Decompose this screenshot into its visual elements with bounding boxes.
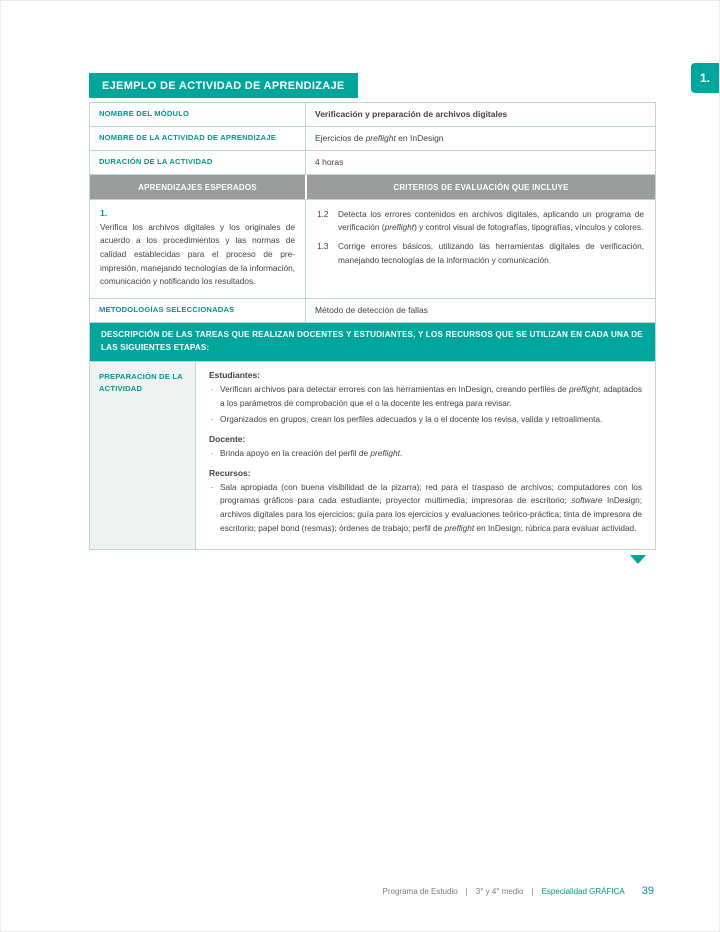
footer-separator: | xyxy=(465,887,468,896)
criteria-item xyxy=(317,208,644,235)
expected-learning-cell xyxy=(90,200,305,298)
criteria-number: 1.3 xyxy=(317,241,329,252)
continuation-triangle-icon xyxy=(630,555,646,564)
evaluation-criteria-header: CRITERIOS DE EVALUACIÓN QUE INCLUYE xyxy=(305,175,655,199)
criteria-item xyxy=(317,240,644,267)
expected-learning-text: Verifica los archivos digitales y los originales de acuerdo a los procedimientos y las normas de calidad establecidas para el proceso de pre-impresión, manejando tecnologías de la información, comunicación y notificando los resultados. xyxy=(100,221,295,287)
unit-badge-label: 1. xyxy=(699,71,710,85)
activity-name-value: Ejercicios de preflight en InDesign xyxy=(305,127,655,150)
duration-label: DURACIÓN DE LA ACTIVIDAD xyxy=(99,156,213,166)
preparation-row xyxy=(90,361,655,550)
bullet-marker: · xyxy=(210,447,214,458)
preparation-content xyxy=(195,362,655,550)
footer-specialty: Especialidad GRÁFICA xyxy=(541,887,625,896)
page-title: EJEMPLO DE ACTIVIDAD DE APRENDIZAJE xyxy=(102,80,345,92)
module-value: Verificación y preparación de archivos digitales xyxy=(305,103,655,126)
expected-learning-header: APRENDIZAJES ESPERADOS xyxy=(90,175,305,199)
unit-badge xyxy=(691,63,719,93)
tasks-description-bar: DESCRIPCIÓN DE LAS TAREAS QUE REALIZAN DOCENTES Y ESTUDIANTES, Y LOS RECURSOS QUE SE UTILIZAN EN CADA UNA DE LAS SIGUIENTES ETAPAS: xyxy=(90,322,655,361)
criteria-number: 1.2 xyxy=(317,208,329,219)
footer-program: Programa de Estudio xyxy=(382,887,458,896)
methodology-value: Método de detección de fallas xyxy=(305,299,655,322)
list-item-text: Brinda apoyo en la creación del perfil de preflight. xyxy=(220,447,403,458)
list-item xyxy=(209,413,642,427)
module-label: NOMBRE DEL MÓDULO xyxy=(99,109,190,118)
activity-table xyxy=(89,102,656,550)
teacher-heading: Docente: xyxy=(209,433,246,444)
bullet-marker: · xyxy=(210,481,214,492)
page-footer xyxy=(383,885,654,897)
criteria-text: Detecta los errores contenidos en archivos digitales, aplicando un programa de verificación (preflight) y control visual de fotografías, tipografías, vínculos y colores. xyxy=(338,208,644,233)
evaluation-criteria-cell xyxy=(305,200,655,298)
students-heading: Estudiantes: xyxy=(209,369,261,380)
list-item-text: Organizados en grupos, crean los perfiles adecuados y la o el docente los revisa, valida y retroalimenta. xyxy=(220,414,603,425)
table-row-module xyxy=(90,103,655,126)
table-row-methodology xyxy=(90,298,655,322)
page-content xyxy=(89,73,656,564)
bullet-marker: · xyxy=(210,383,214,394)
expected-learning-number: 1. xyxy=(100,207,108,218)
table-header-row xyxy=(90,174,655,199)
table-row-activity-name xyxy=(90,126,655,150)
preparation-label: PREPARACIÓN DE LA ACTIVIDAD xyxy=(90,362,195,550)
table-body-row xyxy=(90,199,655,298)
list-item xyxy=(209,383,642,410)
criteria-text: Corrige errores básicos, utilizando las herramientas digitales de verificación, manejando tecnologías de la información y comunicación. xyxy=(338,241,644,265)
list-item xyxy=(209,481,642,536)
table-row-duration xyxy=(90,150,655,174)
activity-name-label: NOMBRE DE LA ACTIVIDAD DE APRENDIZAJE xyxy=(99,132,277,142)
list-item-text: Sala apropiada (con buena visibilidad de la pizarra); red para el traspaso de archivos; computadores con los programas gráficos para cada estudiante; proyector multimedia; impresoras de escritorio; software InDesign; archivos digitales para los ejercicios; guía para los ejercicios y evaluaciones teórico-práctica; tinta de impresora de escritorio; papel bond (resmas); órdenes de trabajo; perfil de preflight en InDesign; rúbrica para evaluar actividad. xyxy=(220,481,643,533)
methodology-label: METODOLOGÍAS SELECCIONADAS xyxy=(99,305,235,315)
footer-grades: 3° y 4° medio xyxy=(475,887,524,896)
bullet-marker: · xyxy=(210,414,214,425)
list-item xyxy=(209,447,642,461)
footer-separator: | xyxy=(531,887,534,896)
page-number: 39 xyxy=(641,885,654,897)
duration-value: 4 horas xyxy=(305,151,655,174)
resources-heading: Recursos: xyxy=(209,467,251,478)
activity-title-bar xyxy=(89,73,358,98)
list-item-text: Verifican archivos para detectar errores con las herramientas en InDesign, creando perfiles de preflight, adaptados a los parámetros de comprobación que el o la docente les entrega para revisar. xyxy=(220,383,642,408)
